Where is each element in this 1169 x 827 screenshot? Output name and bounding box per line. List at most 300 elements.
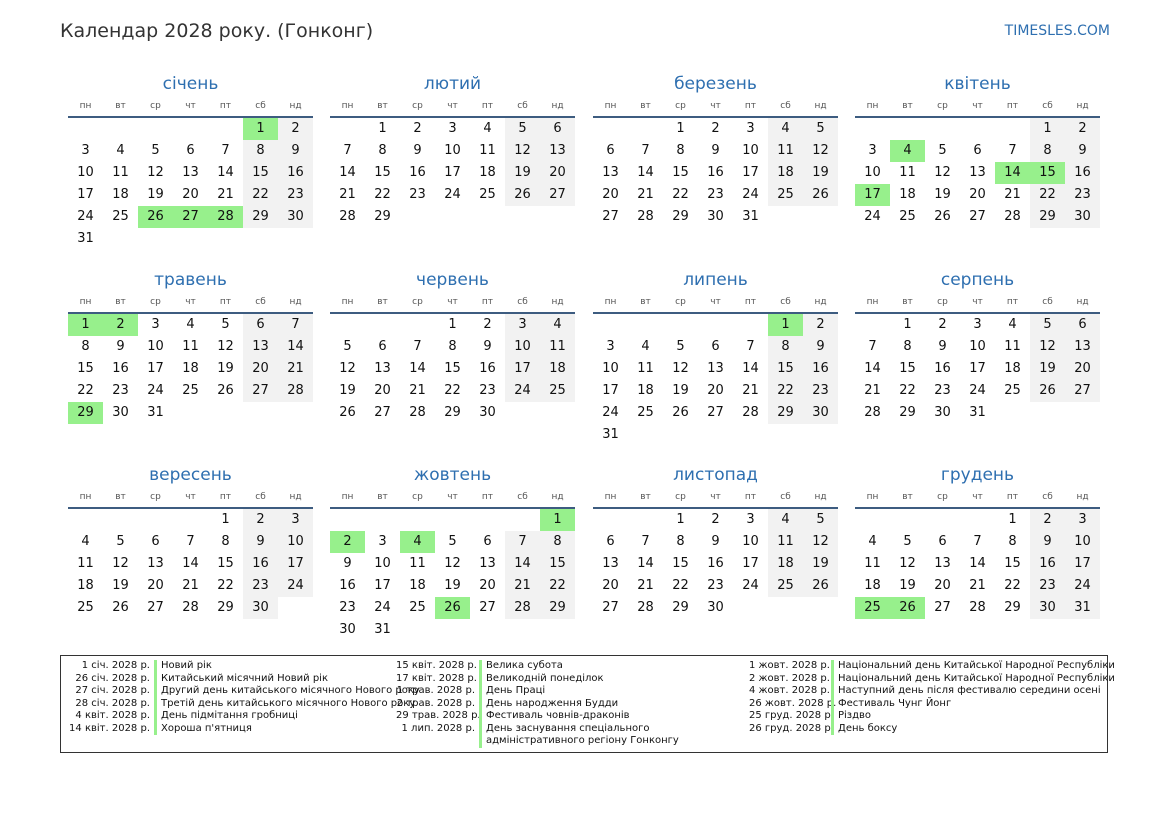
day-cell: 6: [1065, 314, 1100, 336]
holiday-day-cell: 27: [173, 206, 208, 228]
holiday-day-cell: 26: [890, 597, 925, 619]
day-cell: 9: [343, 556, 352, 571]
day-cell: 25: [768, 184, 803, 206]
day-cell: 3: [746, 121, 755, 136]
legend-item: [69, 660, 420, 673]
day-cell: 15: [672, 556, 689, 571]
weekday-label: пт: [1006, 297, 1019, 307]
day-cell: 4: [768, 118, 803, 140]
month-calendar: [855, 270, 1100, 424]
month-name: листопад: [673, 465, 758, 485]
day-cell: 1: [903, 317, 912, 332]
day-cell: 25: [637, 405, 654, 420]
day-cell: 28: [505, 597, 540, 619]
weekday-header: [68, 491, 313, 509]
day-cell: 4: [483, 121, 492, 136]
day-cell: 25: [112, 209, 129, 224]
empty-cell: [628, 314, 663, 336]
day-cell: 15: [444, 361, 461, 376]
day-cell: 16: [112, 361, 129, 376]
day-cell: 26: [339, 405, 356, 420]
day-cell: 10: [77, 165, 94, 180]
holiday-date: 1 жовт. 2028 р.: [749, 660, 830, 671]
day-cell: 13: [147, 556, 164, 571]
day-cell: 16: [278, 162, 313, 184]
day-cell: 14: [637, 556, 654, 571]
empty-cell: [365, 314, 400, 336]
weekday-label: нд: [551, 492, 564, 502]
day-cell: 15: [672, 165, 689, 180]
day-cell: 5: [903, 534, 912, 549]
day-cell: 11: [864, 556, 881, 571]
day-cell: 7: [221, 143, 230, 158]
weekday-label: нд: [1076, 297, 1089, 307]
weekday-label: пт: [744, 297, 757, 307]
month-calendar: [330, 465, 575, 641]
month-calendar: [855, 465, 1100, 619]
site-link[interactable]: TIMESLES.COM: [1004, 23, 1110, 39]
day-cell: 13: [602, 556, 619, 571]
day-cell: 29: [444, 405, 461, 420]
weekday-label: вт: [115, 297, 126, 307]
day-cell: 18: [637, 383, 654, 398]
holiday-date: 2 трав. 2028 р.: [396, 697, 475, 709]
holiday-date: 27 січ. 2028 р.: [75, 685, 150, 696]
day-cell: 29: [899, 405, 916, 420]
day-cell: 16: [934, 361, 951, 376]
weekday-label: ср: [150, 297, 161, 307]
month-name: серпень: [940, 270, 1015, 290]
day-cell: 29: [1004, 600, 1021, 615]
day-cell: 11: [637, 361, 654, 376]
empty-cell: [330, 118, 365, 140]
empty-cell: [68, 118, 103, 140]
day-cell: 13: [540, 140, 575, 162]
day-cell: 4: [1008, 317, 1017, 332]
day-cell: 23: [803, 380, 838, 402]
day-cell: 25: [1004, 383, 1021, 398]
weekday-label: пт: [1006, 492, 1019, 502]
day-cell: 10: [278, 531, 313, 553]
day-cell: 23: [934, 383, 951, 398]
day-cell: 23: [479, 383, 496, 398]
day-cell: 3: [868, 143, 877, 158]
legend-item: [396, 660, 741, 673]
legend-item: [396, 698, 741, 711]
weekday-label: нд: [814, 101, 827, 111]
weekday-header: [593, 100, 838, 118]
day-cell: 2: [1065, 118, 1100, 140]
day-cell: 22: [899, 383, 916, 398]
day-cell: 14: [278, 336, 313, 358]
day-cell: 28: [278, 380, 313, 402]
weekday-label: нд: [551, 101, 564, 111]
day-cell: 5: [343, 339, 352, 354]
empty-cell: [890, 509, 925, 531]
day-cell: 12: [505, 140, 540, 162]
holiday-date: 17 квіт. 2028 р.: [396, 672, 477, 684]
day-cell: 8: [448, 339, 457, 354]
day-cell: 22: [540, 575, 575, 597]
weekday-label: вт: [377, 492, 388, 502]
page-title: Календар 2028 року. (Гонконг): [60, 20, 374, 42]
day-cell: 8: [243, 140, 278, 162]
day-cell: 2: [803, 314, 838, 336]
day-cell: 19: [505, 162, 540, 184]
month-calendar: [330, 270, 575, 424]
empty-cell: [138, 118, 173, 140]
day-cell: 3: [378, 534, 387, 549]
day-cell: 5: [676, 339, 685, 354]
month-calendar: [593, 74, 838, 228]
holiday-date: 26 січ. 2028 р.: [75, 672, 150, 684]
day-cell: 23: [339, 600, 356, 615]
day-cell: 12: [217, 339, 234, 354]
weekday-label: пн: [341, 297, 354, 307]
day-cell: 17: [505, 358, 540, 380]
weekday-label: сб: [780, 492, 791, 502]
month-calendar: [855, 74, 1100, 228]
day-cell: 7: [641, 143, 650, 158]
day-cell: 31: [1065, 597, 1100, 619]
day-cell: 17: [77, 187, 94, 202]
month-name: лютий: [423, 74, 482, 94]
holiday-date: 1 трав. 2028 р.: [396, 685, 475, 696]
day-cell: 21: [637, 187, 654, 202]
day-cell: 10: [602, 361, 619, 376]
day-cell: 21: [278, 358, 313, 380]
day-cell: 18: [112, 187, 129, 202]
day-cell: 18: [540, 358, 575, 380]
day-cell: 18: [864, 578, 881, 593]
day-cell: 13: [1065, 336, 1100, 358]
day-cell: 6: [540, 118, 575, 140]
day-cell: 18: [899, 187, 916, 202]
day-cell: 29: [672, 209, 689, 224]
day-cell: 20: [182, 187, 199, 202]
day-cell: 22: [444, 383, 461, 398]
day-cell: 24: [444, 187, 461, 202]
day-cell: 11: [409, 556, 426, 571]
day-cell: 4: [186, 317, 195, 332]
weekday-label: пт: [481, 492, 494, 502]
day-cell: 26: [672, 405, 689, 420]
weekday-header: [68, 100, 313, 118]
day-cell: 19: [217, 361, 234, 376]
weekday-label: вт: [902, 297, 913, 307]
day-cell: 2: [711, 121, 720, 136]
month-calendar: [593, 465, 838, 619]
day-cell: 26: [505, 184, 540, 206]
holiday-day-cell: 26: [138, 206, 173, 228]
day-cell: 10: [374, 556, 391, 571]
weekday-header: [855, 491, 1100, 509]
weekday-label: пн: [79, 297, 92, 307]
month-calendar: [68, 270, 313, 424]
day-cell: 6: [151, 534, 160, 549]
holiday-day-cell: 14: [995, 162, 1030, 184]
day-cell: 10: [1065, 531, 1100, 553]
day-cell: 26: [803, 575, 838, 597]
day-cell: 30: [112, 405, 129, 420]
day-cell: 26: [1030, 380, 1065, 402]
weekday-label: ср: [937, 101, 948, 111]
day-cell: 15: [243, 162, 278, 184]
day-cell: 13: [374, 361, 391, 376]
empty-cell: [593, 118, 628, 140]
day-cell: 18: [409, 578, 426, 593]
day-cell: 10: [505, 336, 540, 358]
day-cell: 3: [1065, 509, 1100, 531]
weekday-header: [855, 296, 1100, 314]
weekday-header: [593, 296, 838, 314]
day-cell: 4: [81, 534, 90, 549]
weekday-label: пн: [604, 492, 617, 502]
weekday-label: пт: [219, 492, 232, 502]
month-name: липень: [683, 270, 748, 290]
weekday-label: чт: [972, 492, 983, 502]
day-cell: 4: [768, 509, 803, 531]
day-cell: 13: [934, 556, 951, 571]
holiday-date: 4 жовт. 2028 р.: [749, 685, 830, 696]
day-cell: 6: [938, 534, 947, 549]
day-cell: 6: [243, 314, 278, 336]
day-cell: 30: [479, 405, 496, 420]
legend-item: [749, 673, 1115, 686]
day-cell: 21: [637, 578, 654, 593]
day-cell: 1: [221, 512, 230, 527]
day-cell: 18: [768, 553, 803, 575]
day-cell: 1: [378, 121, 387, 136]
legend-item: [396, 710, 741, 723]
holiday-day-cell: 25: [855, 597, 890, 619]
empty-cell: [733, 314, 768, 336]
weekday-label: нд: [814, 492, 827, 502]
day-cell: 7: [186, 534, 195, 549]
day-cell: 1: [676, 512, 685, 527]
day-cell: 15: [899, 361, 916, 376]
day-cell: 25: [182, 383, 199, 398]
day-cell: 20: [243, 358, 278, 380]
weekday-label: пт: [219, 297, 232, 307]
day-cell: 4: [868, 534, 877, 549]
month-calendar: [68, 74, 313, 250]
weekday-label: пн: [341, 492, 354, 502]
day-cell: 20: [147, 578, 164, 593]
day-cell: 23: [112, 383, 129, 398]
holiday-name: Національний день Китайської Народної Республіки: [831, 660, 1115, 673]
weekday-label: сб: [517, 297, 528, 307]
day-cell: 13: [479, 556, 496, 571]
day-cell: 31: [147, 405, 164, 420]
holiday-date: 26 жовт. 2028 р.: [749, 697, 837, 709]
weekday-header: [330, 491, 575, 509]
weekday-label: сб: [255, 297, 266, 307]
empty-cell: [960, 118, 995, 140]
day-cell: 24: [864, 209, 881, 224]
empty-cell: [505, 509, 540, 531]
day-cell: 5: [116, 534, 125, 549]
weekday-label: вт: [902, 101, 913, 111]
day-cell: 25: [768, 575, 803, 597]
day-cell: 7: [413, 339, 422, 354]
weekday-label: пн: [79, 101, 92, 111]
day-cell: 4: [116, 143, 125, 158]
day-cell: 4: [540, 314, 575, 336]
day-cell: 24: [374, 600, 391, 615]
day-cell: 6: [186, 143, 195, 158]
weekday-label: сб: [255, 101, 266, 111]
day-cell: 27: [1065, 380, 1100, 402]
day-cell: 23: [243, 575, 278, 597]
day-cell: 1: [1030, 118, 1065, 140]
day-cell: 28: [864, 405, 881, 420]
day-cell: 11: [479, 143, 496, 158]
day-cell: 14: [637, 165, 654, 180]
empty-cell: [330, 314, 365, 336]
holiday-name: День заснування спеціального адміністративного регіону Гонконгу: [479, 723, 741, 748]
legend-column: [396, 660, 741, 748]
day-cell: 30: [934, 405, 951, 420]
day-cell: 16: [339, 578, 356, 593]
empty-cell: [698, 314, 733, 336]
month-name: жовтень: [413, 465, 492, 485]
day-cell: 30: [707, 600, 724, 615]
month-calendar: [330, 74, 575, 228]
day-cell: 3: [278, 509, 313, 531]
weekday-label: сб: [255, 492, 266, 502]
day-cell: 8: [221, 534, 230, 549]
weekday-label: вт: [115, 492, 126, 502]
day-cell: 25: [540, 380, 575, 402]
day-cell: 20: [707, 383, 724, 398]
day-cell: 15: [768, 358, 803, 380]
day-cell: 14: [182, 556, 199, 571]
day-cell: 9: [116, 339, 125, 354]
holiday-date: 29 трав. 2028 р.: [396, 710, 481, 721]
day-cell: 21: [217, 187, 234, 202]
day-cell: 27: [602, 209, 619, 224]
weekday-label: ср: [675, 492, 686, 502]
empty-cell: [68, 509, 103, 531]
day-cell: 2: [413, 121, 422, 136]
day-cell: 8: [1008, 534, 1017, 549]
empty-cell: [593, 314, 628, 336]
day-cell: 21: [864, 383, 881, 398]
day-cell: 22: [672, 187, 689, 202]
empty-cell: [330, 509, 365, 531]
day-cell: 17: [602, 383, 619, 398]
day-cell: 26: [803, 184, 838, 206]
day-cell: 8: [81, 339, 90, 354]
day-cell: 9: [711, 534, 720, 549]
day-cell: 24: [742, 187, 759, 202]
day-cell: 17: [147, 361, 164, 376]
day-cell: 19: [339, 383, 356, 398]
day-cell: 9: [938, 339, 947, 354]
holiday-name: Національний день Китайської Народної Республіки: [831, 673, 1115, 686]
day-cell: 9: [1065, 140, 1100, 162]
empty-cell: [855, 118, 890, 140]
day-cell: 21: [742, 383, 759, 398]
legend-item: [396, 723, 741, 748]
weekday-label: вт: [640, 101, 651, 111]
day-cell: 13: [707, 361, 724, 376]
holiday-date: 2 жовт. 2028 р.: [749, 672, 830, 684]
holiday-name: Третій день китайського місячного Нового року: [154, 698, 415, 711]
holiday-day-cell: 1: [768, 314, 803, 336]
day-cell: 9: [803, 336, 838, 358]
day-cell: 17: [278, 553, 313, 575]
day-cell: 21: [182, 578, 199, 593]
day-cell: 24: [602, 405, 619, 420]
day-cell: 5: [938, 143, 947, 158]
day-cell: 26: [934, 209, 951, 224]
weekday-label: нд: [289, 101, 302, 111]
legend-item: [396, 673, 741, 686]
month-calendar: [68, 465, 313, 619]
weekday-label: нд: [1076, 101, 1089, 111]
legend-item: [749, 685, 1115, 698]
holiday-day-cell: 29: [68, 402, 103, 424]
month-name: січень: [162, 74, 219, 94]
day-cell: 29: [672, 600, 689, 615]
weekday-label: сб: [1042, 101, 1053, 111]
day-cell: 17: [1065, 553, 1100, 575]
weekday-label: нд: [1076, 492, 1089, 502]
holiday-day-cell: 28: [208, 206, 243, 228]
day-cell: 22: [768, 380, 803, 402]
day-cell: 25: [479, 187, 496, 202]
day-cell: 18: [479, 165, 496, 180]
day-cell: 6: [606, 143, 615, 158]
day-cell: 17: [374, 578, 391, 593]
weekday-label: пт: [219, 101, 232, 111]
day-cell: 12: [803, 140, 838, 162]
month-name: березень: [674, 74, 757, 94]
day-cell: 28: [742, 405, 759, 420]
day-cell: 20: [934, 578, 951, 593]
day-cell: 27: [479, 600, 496, 615]
day-cell: 24: [505, 380, 540, 402]
holiday-name: Різдво: [831, 710, 871, 723]
day-cell: 15: [540, 553, 575, 575]
holiday-day-cell: 1: [243, 118, 278, 140]
day-cell: 6: [378, 339, 387, 354]
weekday-label: вт: [115, 101, 126, 111]
empty-cell: [208, 118, 243, 140]
weekday-label: вт: [640, 297, 651, 307]
holiday-date: 25 груд. 2028 р.: [749, 710, 834, 721]
day-cell: 7: [1008, 143, 1017, 158]
day-cell: 9: [278, 140, 313, 162]
day-cell: 24: [278, 575, 313, 597]
holiday-day-cell: 15: [1030, 162, 1065, 184]
holiday-date: 1 лип. 2028 р.: [401, 722, 475, 734]
holiday-day-cell: 1: [68, 314, 103, 336]
month-name: вересень: [149, 465, 232, 485]
day-cell: 2: [711, 512, 720, 527]
day-cell: 17: [742, 556, 759, 571]
day-cell: 22: [374, 187, 391, 202]
day-cell: 11: [1004, 339, 1021, 354]
month-name: травень: [154, 270, 227, 290]
day-cell: 23: [278, 184, 313, 206]
day-cell: 10: [969, 339, 986, 354]
weekday-label: ср: [412, 297, 423, 307]
day-cell: 12: [339, 361, 356, 376]
weekday-label: вт: [377, 297, 388, 307]
